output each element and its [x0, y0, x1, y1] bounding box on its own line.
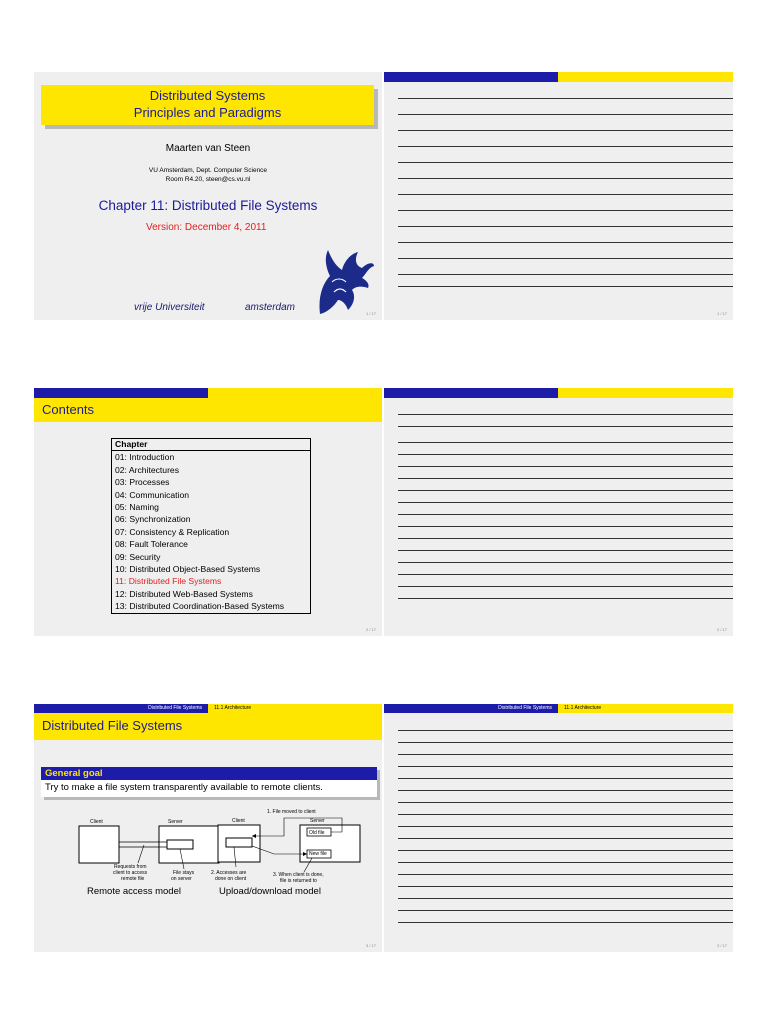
caption-remote-access: Remote access model [87, 886, 181, 897]
diagram-client-label: Client [90, 819, 103, 825]
notes-panel-3 [384, 704, 733, 952]
nav-section-link[interactable]: Distributed File Systems [34, 704, 208, 713]
table-row [112, 513, 311, 525]
slide-3 [34, 704, 382, 952]
table-row [112, 575, 311, 587]
table-row [112, 501, 311, 513]
table-row [112, 600, 311, 613]
nav-strip [34, 704, 382, 713]
notes-page-number: 2 / 17 [716, 627, 727, 632]
diagram-step2-2: done on client [215, 876, 247, 882]
chapter-cell: 05: Naming [112, 501, 311, 513]
table-row [112, 464, 311, 476]
table-row [112, 489, 311, 501]
room: Room R4.20, steen@cs.vu.nl [165, 176, 251, 183]
slide-title: Distributed File Systems [42, 718, 183, 733]
page-number: 2 / 17 [365, 627, 376, 632]
notes-nav-section: Distributed File Systems [384, 704, 558, 713]
table-row [112, 538, 311, 550]
title-line-1: Distributed Systems [149, 88, 266, 103]
title-line-2: Principles and Paradigms [133, 105, 282, 120]
chapter-table [111, 438, 311, 614]
table-row [112, 588, 311, 600]
table-header: Chapter [112, 439, 311, 451]
diagram-note-requests-3: remote file [121, 876, 145, 882]
nav-subsection-link[interactable]: 11.1 Architecture [208, 704, 382, 713]
diagram-step3-1: 3. When client is done, [273, 872, 324, 878]
diagram-step3-2: file is returned to [280, 878, 317, 884]
table-row [112, 451, 311, 464]
slide-2 [34, 388, 382, 636]
old-file-label: Old file [309, 830, 325, 836]
page-number: 3 / 17 [365, 943, 376, 948]
notes-topbar [384, 388, 733, 398]
table-row [112, 526, 311, 538]
notes-nav-subsection: 11.1 Architecture [558, 704, 733, 713]
remote-access-diagram [74, 814, 224, 884]
diagram-note-requests-1: Requests from [114, 864, 147, 870]
chapter-cell: 07: Consistency & Replication [112, 526, 311, 538]
diagram-note-stays-2: on server [171, 876, 192, 882]
notes-topbar [384, 72, 733, 82]
chapter-cell: 06: Synchronization [112, 513, 311, 525]
logo-text-right: amsterdam [245, 302, 296, 313]
table-row [112, 551, 311, 563]
new-file-label: New file [309, 851, 327, 857]
chapter-cell: 02: Architectures [112, 464, 311, 476]
slide-topbar [34, 388, 382, 398]
diagram-note-requests-2: client to access [113, 870, 148, 876]
chapter-cell: 01: Introduction [112, 451, 311, 464]
notes-panel-1 [384, 72, 733, 320]
notes-nav-strip [384, 704, 733, 713]
affiliation: VU Amsterdam, Dept. Computer Science [148, 167, 268, 174]
notes-page-number: 1 / 17 [716, 311, 727, 316]
diagram-server-label: Server [168, 819, 183, 825]
chapter-cell: 12: Distributed Web-Based Systems [112, 588, 311, 600]
logo-text-left: vrije Universiteit [134, 302, 205, 313]
notes-panel-2 [384, 388, 733, 636]
griffin-logo-icon [312, 248, 376, 316]
diagram-step1: 1. File moved to client [267, 809, 316, 815]
slide-1 [34, 72, 382, 320]
diagram-step2-1: 2. Accesses are [211, 870, 247, 876]
table-row [112, 476, 311, 488]
diagram-server-label-2: Server [310, 818, 325, 824]
chapter-title: Chapter 11: Distributed File Systems [98, 198, 318, 213]
diagram-client-label-2: Client [232, 818, 245, 824]
table-row [112, 563, 311, 575]
slide-title: Contents [42, 402, 95, 417]
block-body: Try to make a file system transparently available to remote clients. [45, 782, 323, 793]
version: Version: December 4, 2011 [146, 222, 267, 233]
diagram-note-stays-1: File stays [173, 870, 195, 876]
block-title: General goal [45, 768, 103, 779]
caption-upload-download: Upload/download model [219, 886, 321, 897]
chapter-cell: 11: Distributed File Systems [112, 575, 311, 587]
chapter-cell: 04: Communication [112, 489, 311, 501]
chapter-cell: 08: Fault Tolerance [112, 538, 311, 550]
chapter-cell: 09: Security [112, 551, 311, 563]
notes-page-number: 3 / 17 [716, 943, 727, 948]
chapter-cell: 13: Distributed Coordination-Based Systems [112, 600, 311, 613]
chapter-cell: 03: Processes [112, 476, 311, 488]
author: Maarten van Steen [165, 143, 251, 154]
page-number: 1 / 17 [365, 311, 376, 316]
chapter-cell: 10: Distributed Object-Based Systems [112, 563, 311, 575]
